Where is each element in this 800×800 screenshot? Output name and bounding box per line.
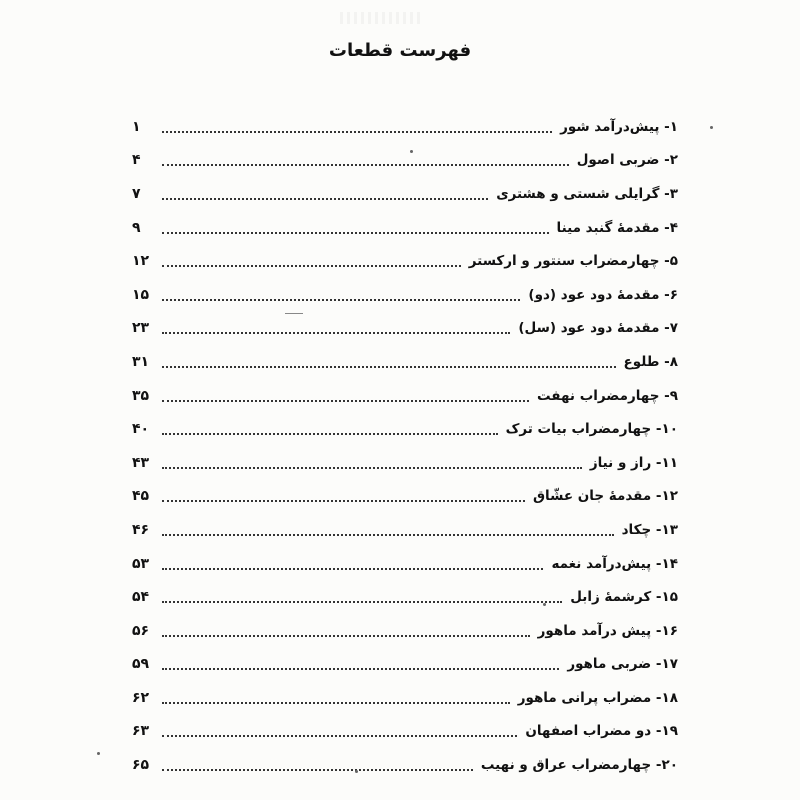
toc-row	[132, 614, 678, 648]
toc-row	[132, 580, 678, 614]
dot-leader	[162, 433, 498, 435]
table-of-contents	[132, 110, 678, 782]
dot-leader	[162, 769, 473, 771]
toc-item-title: ۱۳- چکاد	[621, 521, 678, 538]
toc-item-title: ۳- گرایلی شستی و هشتری	[496, 185, 678, 202]
toc-row	[132, 144, 678, 178]
toc-row	[132, 547, 678, 581]
dot-leader	[162, 702, 510, 704]
dot-leader	[162, 265, 461, 267]
dot-leader	[162, 467, 582, 469]
toc-row	[132, 648, 678, 682]
toc-item-title: ۱۹- دو مضراب اصفهان	[525, 723, 678, 740]
toc-row	[132, 513, 678, 547]
toc-page-number: ۱	[132, 118, 141, 135]
page-title: فهرست قطعات	[328, 40, 472, 61]
toc-page-number: ۶۵	[132, 757, 150, 774]
dot-leader	[162, 500, 525, 502]
toc-item-title: ۱۲- مقدمهٔ جان عشّاق	[532, 488, 678, 505]
speck	[543, 603, 546, 606]
toc-item-title: ۹- چهارمضراب نهفت	[537, 387, 678, 404]
toc-page-number: ۲۳	[132, 320, 150, 337]
speck	[410, 150, 413, 153]
dot-leader	[162, 332, 510, 334]
toc-item-title: ۵- چهارمضراب سنتور و ارکستر	[468, 253, 678, 270]
toc-item-title: ۶- مقدمهٔ دود عود (دو)	[528, 286, 678, 303]
dot-leader	[162, 568, 543, 570]
toc-item-title: ۴- مقدمهٔ گنبد مینا	[556, 219, 678, 236]
dot-leader	[162, 299, 520, 301]
toc-page-number: ۴۶	[132, 521, 150, 538]
speck	[97, 752, 100, 755]
toc-row	[132, 379, 678, 413]
toc-page-number: ۱۵	[132, 286, 150, 303]
toc-row	[132, 446, 678, 480]
speck	[710, 126, 713, 129]
toc-page-number: ۷	[132, 185, 141, 202]
toc-item-title: ۱- پیش‌درآمد شور	[560, 118, 678, 135]
dot-leader	[162, 164, 569, 166]
toc-row	[132, 177, 678, 211]
toc-page-number: ۹	[132, 219, 141, 236]
toc-item-title: ۲۰- چهارمضراب عراق و نهیب	[480, 757, 678, 774]
toc-item-title: ۱۱- راز و نیاز	[589, 454, 678, 471]
toc-page-number: ۵۶	[132, 622, 150, 639]
dot-leader	[162, 668, 559, 670]
dot-leader	[162, 198, 488, 200]
toc-row	[132, 345, 678, 379]
toc-item-title: ۷- مقدمهٔ دود عود (سل)	[518, 320, 678, 337]
toc-page-number: ۱۲	[132, 253, 150, 270]
toc-page-number: ۴۳	[132, 454, 150, 471]
toc-row	[132, 412, 678, 446]
dot-leader	[162, 635, 530, 637]
dot-leader	[162, 131, 552, 133]
dot-leader	[162, 366, 616, 368]
toc-item-title: ۱۰- چهارمضراب بیات ترک	[505, 421, 678, 438]
dot-leader	[162, 534, 614, 536]
toc-row	[132, 480, 678, 514]
toc-row	[132, 244, 678, 278]
toc-page-number: ۶۲	[132, 689, 150, 706]
toc-page-number: ۵۳	[132, 555, 150, 572]
toc-row	[132, 748, 678, 782]
toc-page-number: ۴۰	[132, 421, 150, 438]
dot-leader	[162, 232, 549, 234]
toc-item-title: ۱۸- مضراب پرانی ماهور	[517, 689, 678, 706]
pencil-mark	[285, 313, 303, 314]
toc-item-title: ۱۵- کرشمهٔ زابل	[570, 589, 678, 606]
speck	[355, 770, 358, 773]
toc-item-title: ۱۷- ضربی ماهور	[567, 656, 678, 673]
toc-row	[132, 715, 678, 749]
toc-item-title: ۸- طلوع	[623, 353, 678, 370]
toc-page-number: ۳۵	[132, 387, 150, 404]
toc-row	[132, 681, 678, 715]
toc-row	[132, 278, 678, 312]
toc-page-number: ۴۵	[132, 488, 150, 505]
dot-leader	[162, 601, 562, 603]
toc-row	[132, 312, 678, 346]
toc-item-title: ۲- ضربی اصول	[576, 152, 678, 169]
bleed-through-mark	[340, 12, 420, 24]
toc-item-title: ۱۴- پیش‌درآمد نغمه	[551, 555, 678, 572]
dot-leader	[162, 735, 517, 737]
toc-row	[132, 110, 678, 144]
toc-page-number: ۵۴	[132, 589, 150, 606]
toc-row	[132, 211, 678, 245]
dot-leader	[162, 400, 529, 402]
toc-page-number: ۴	[132, 152, 141, 169]
toc-item-title: ۱۶- پیش درآمد ماهور	[537, 622, 678, 639]
toc-page-number: ۳۱	[132, 353, 150, 370]
toc-page-number: ۵۹	[132, 656, 150, 673]
toc-page-number: ۶۳	[132, 723, 150, 740]
